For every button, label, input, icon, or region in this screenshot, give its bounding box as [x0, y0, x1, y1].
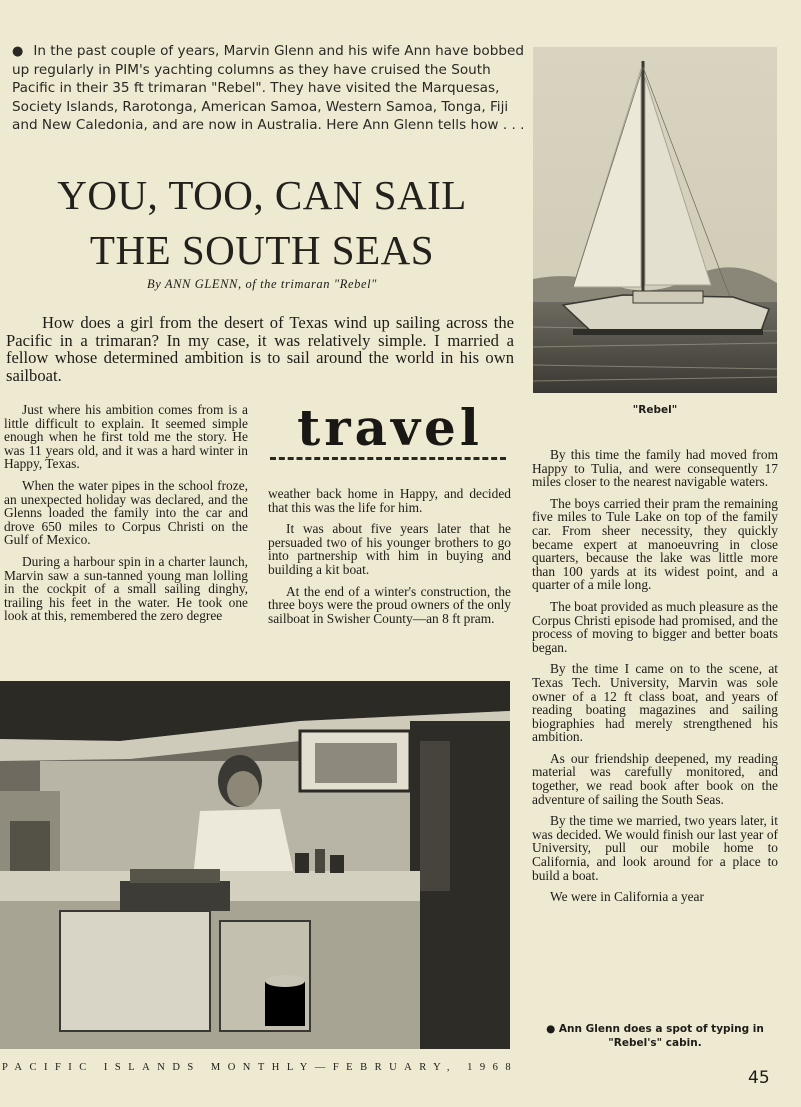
section-label-travel: travel	[297, 398, 483, 457]
lead-text: How does a girl from the desert of Texas wind up sailing across the Pacific in a trimaran? In my case, it was relatively simple. I married a fellow whose determined ambition is to sail around the world in his own sailboat.	[6, 313, 514, 385]
right-paragraph-5: As our friendship deepened, my reading material was carefully monitored, and together, we read book after book on the adventure of sailing the South Seas.	[532, 750, 778, 807]
page-number: 45	[748, 1068, 770, 1088]
caption-cabin-line-2: "Rebel's" cabin.	[608, 1037, 702, 1049]
right-paragraph-6: By the time we married, two years later, it was decided. We would finish our last year of University, pull our mobile home to California, and look around for a place to build a boat.	[532, 813, 778, 883]
photo-cabin-interior	[0, 681, 510, 1049]
right-paragraph-1: By this time the family had moved from Happy to Tulia, and were consequently 17 miles closer to the nearest navigable waters.	[532, 447, 778, 490]
caption-cabin	[530, 1022, 780, 1050]
caption-cabin-line-1: ● Ann Glenn does a spot of typing in	[546, 1023, 764, 1035]
headline-line-2: THE SOUTH SEAS	[89, 227, 435, 273]
right-column	[532, 448, 778, 912]
photo-trimaran-rebel	[533, 47, 777, 393]
right-paragraph-2: The boys carried their pram the remaining five miles to Tule Lake on top of the family car. From sheer necessity, they quickly became expert at manoeuvring in close quarters, because the lake was little more than 100 yards at its widest point, and a quarter of a mile long.	[532, 495, 778, 593]
left-column	[4, 403, 248, 631]
headline	[12, 168, 512, 278]
caption-boat: "Rebel"	[632, 404, 678, 416]
lead-paragraph	[6, 314, 514, 384]
right-paragraph-3: The boat provided as much pleasure as the Corpus Christi episode had promised, and the process of moving to bigger and better boats began.	[532, 598, 778, 655]
running-footer: PACIFIC ISLANDS MONTHLY—FEBRUARY, 1968	[2, 1062, 519, 1073]
middle-paragraph-2: It was about five years later that he persuaded two of his younger brothers to go into partnership with him in buying and building a kit boat.	[268, 521, 511, 577]
intro-paragraph	[12, 42, 527, 134]
left-paragraph-1: Just where his ambition comes from is a little difficult to explain. It seemed simple enough when he first told me the story. He was 11 years old, and it was a hard winter in Happy, Texas.	[4, 402, 248, 472]
byline: By ANN GLENN, of the trimaran "Rebel"	[146, 277, 378, 291]
middle-paragraph-1: weather back home in Happy, and decided that this was the life for him.	[268, 486, 511, 515]
dashed-divider	[270, 457, 506, 460]
intro-text: In the past couple of years, Marvin Glenn and his wife Ann have bobbed up regularly in PIM's yachting columns as they have cruised the South Pacific in their 35 ft trimaran "Rebel". They have visited the Marquesas, Society Islands, Rarotonga, American Samoa, Western Samoa, Tonga, Fiji and New Caledonia, and are now in Australia. Here Ann Glenn tells how . . .	[12, 43, 525, 133]
left-paragraph-2: When the water pipes in the school froze, an unexpected holiday was declared, and the Glenns loaded the family into the car and drove 650 miles to Corpus Christi on the Gulf of Mexico.	[4, 477, 248, 548]
left-paragraph-3: During a harbour spin in a charter launch, Marvin saw a sun-tanned young man lolling in the cockpit of a small sailing dinghy, trailing his feet in the water. He took one look at this, remembered the zero degree	[4, 553, 248, 624]
right-paragraph-4: By the time I came on to the scene, at Texas Tech. University, Marvin was sole owner of a 12 ft class boat, and years of reading boating magazines and sailing biographies had merely strengthened his ambition.	[532, 661, 778, 745]
right-paragraph-7: We were in California a year	[550, 889, 704, 905]
middle-column	[268, 487, 511, 633]
middle-paragraph-3: At the end of a winter's construction, the three boys were the proud owners of the only sailboat in Swisher County—an 8 ft pram.	[268, 583, 511, 626]
headline-line-1: YOU, TOO, CAN SAIL	[57, 172, 467, 218]
bullet-icon: ●	[12, 44, 24, 59]
